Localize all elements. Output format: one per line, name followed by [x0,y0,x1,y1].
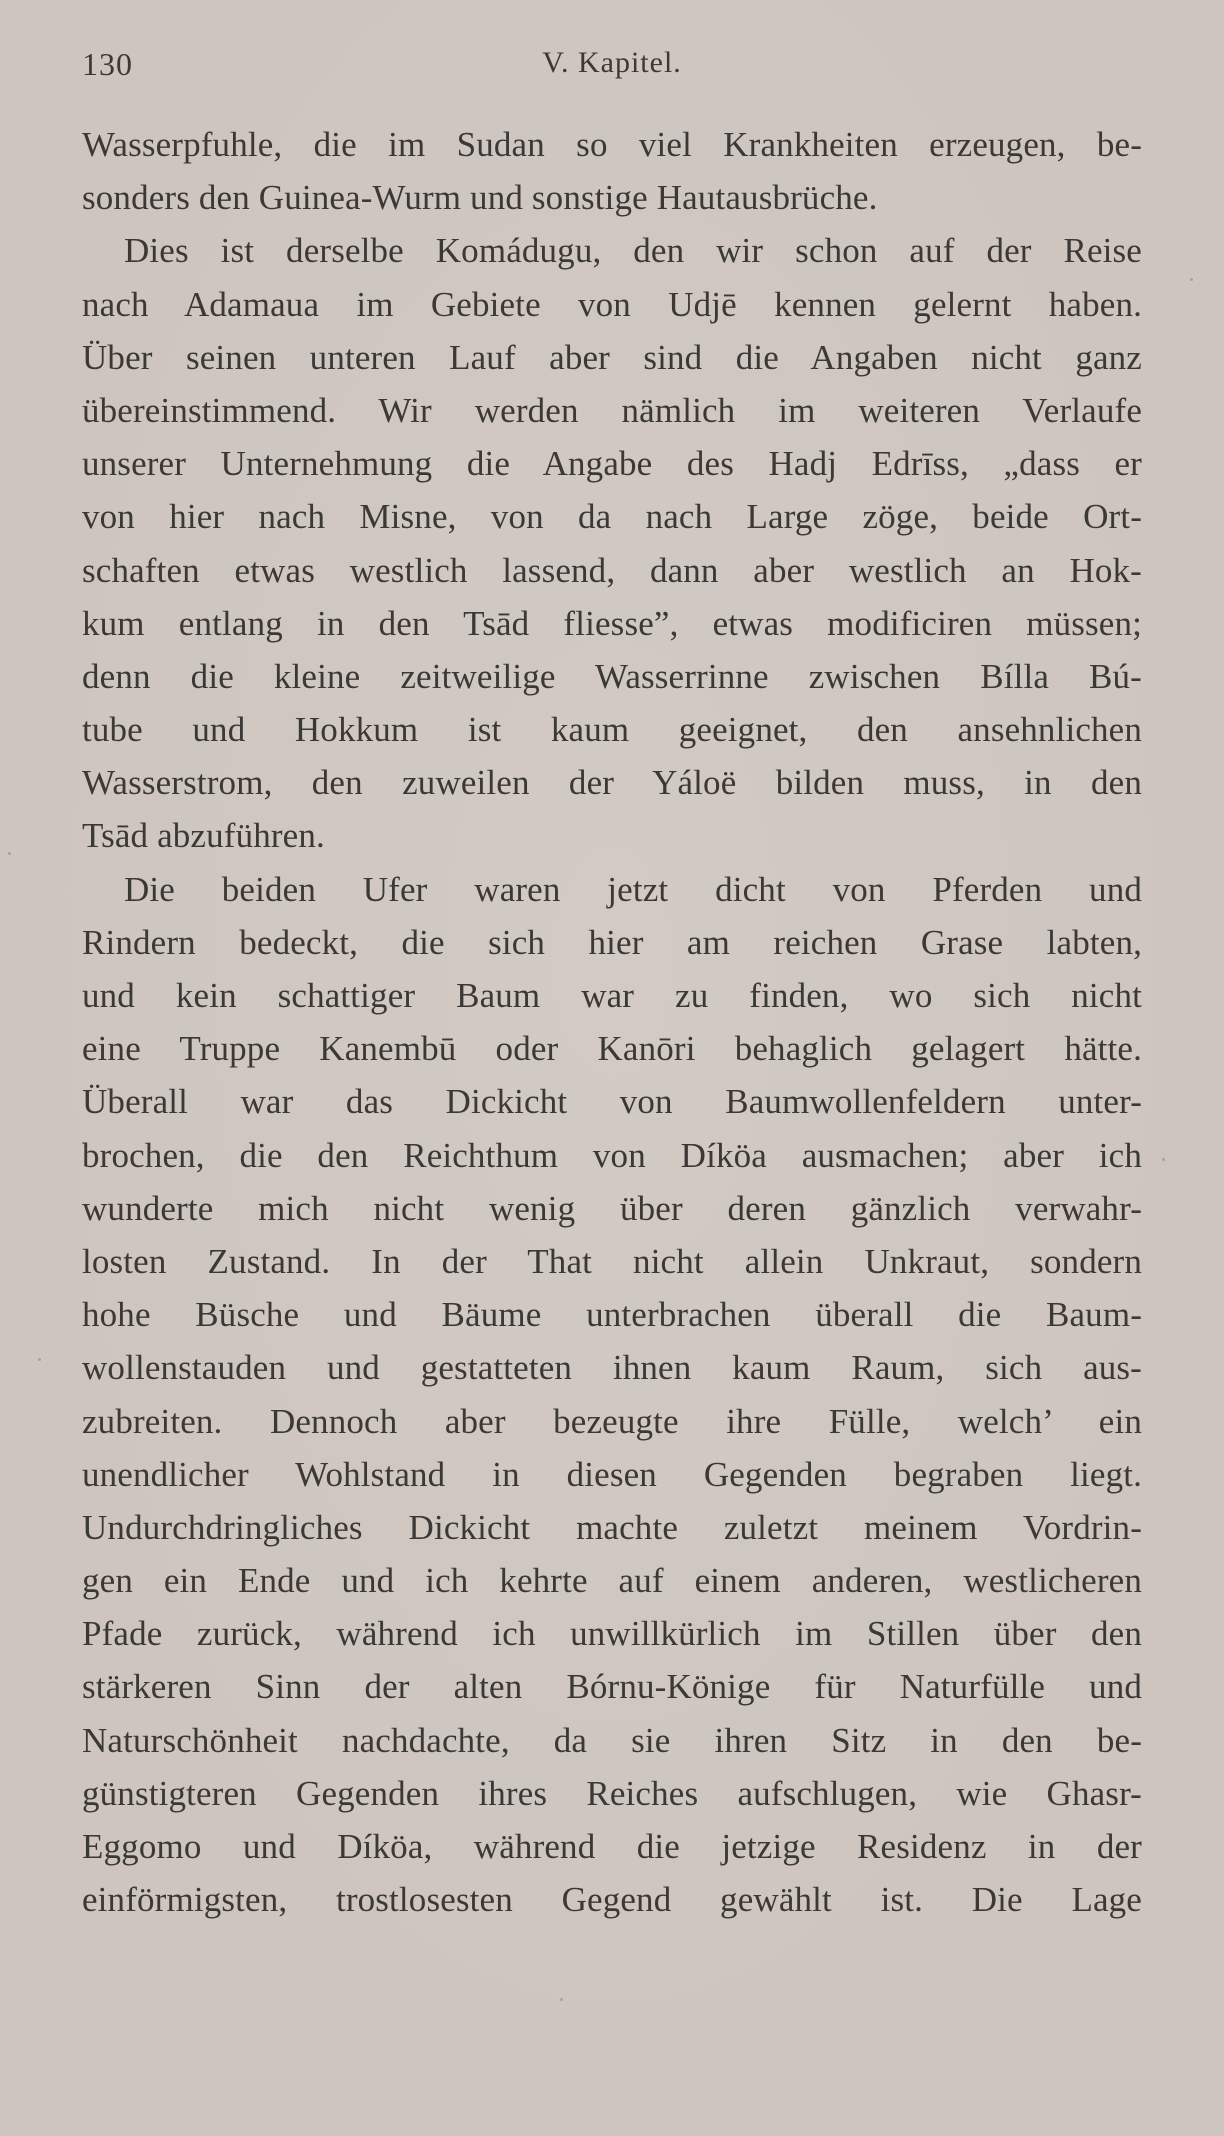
text-line: von hier nach Misne, von da nach Large zöge, beide Ort- [82,497,1142,537]
text-line: Tsād abzuführen. [82,816,325,856]
text-line: zubreiten. Dennoch aber bezeugte ihre Fülle, welch’ ein [82,1401,1142,1441]
page-number: 130 [82,46,133,82]
text-line: losten Zustand. In der That nicht allein Unkraut, sondern [82,1241,1142,1281]
text-line: schaften etwas westlich lassend, dann aber westlich an Hok- [82,550,1142,590]
text-line: wollenstauden und gestatteten ihnen kaum Raum, sich aus- [82,1348,1142,1388]
text-line: eine Truppe Kanembū oder Kanōri behaglich gelagert hätte. [82,1029,1142,1069]
text-line: Wasserstrom, den zuweilen der Yáloë bilden muss, in den [82,763,1142,803]
paper-speck [8,852,11,855]
text-line: unendlicher Wohlstand in diesen Gegenden begraben liegt. [82,1454,1142,1494]
text-line: kum entlang in den Tsād fliesse”, etwas modificiren müssen; [82,603,1142,643]
text-line: wunderte mich nicht wenig über deren gänzlich verwahr- [82,1188,1142,1228]
running-head: V. Kapitel. [542,46,682,79]
text-line: Überall war das Dickicht von Baumwollenfeldern unter- [82,1082,1142,1122]
text-line: Rindern bedeckt, die sich hier am reichen Grase labten, [82,922,1142,962]
text-line: nach Adamaua im Gebiete von Udjē kennen gelernt haben. [82,284,1142,324]
text-line: einförmigsten, trostlosesten Gegend gewählt ist. Die Lage [82,1880,1142,1920]
paper-speck [1162,1158,1165,1161]
paper-speck [38,1358,41,1361]
text-line: stärkeren Sinn der alten Bórnu-Könige für Naturfülle und [82,1667,1142,1707]
paper-speck [1190,278,1193,281]
text-line: und kein schattiger Baum war zu finden, wo sich nicht [82,976,1142,1015]
text-line: Wasserpfuhle, die im Sudan so viel Krankheiten erzeugen, be- [82,125,1142,164]
text-line: Pfade zurück, während ich unwillkürlich im Stillen über den [82,1614,1142,1654]
text-line: sonders den Guinea-Wurm und sonstige Hautausbrüche. [82,178,878,218]
text-line: brochen, die den Reichthum von Díköa ausmachen; aber ich [82,1135,1142,1175]
text-line: Eggomo und Díköa, während die jetzige Residenz in der [82,1827,1142,1866]
text-line: hohe Büsche und Bäume unterbrachen überall die Baum- [82,1295,1142,1335]
text-line: unserer Unternehmung die Angabe des Hadj Edrīss, „dass er [82,444,1142,484]
paragraph-start-line: Die beiden Ufer waren jetzt dicht von Pferden und [124,869,1142,909]
text-line: übereinstimmend. Wir werden nämlich im weiteren Verlaufe [82,390,1142,430]
text-line: gen ein Ende und ich kehrte auf einem anderen, westlicheren [82,1561,1142,1601]
text-line: Undurchdringliches Dickicht machte zuletzt meinem Vordrin- [82,1507,1142,1547]
text-line: Naturschönheit nachdachte, da sie ihren Sitz in den be- [82,1720,1142,1760]
text-line: günstigteren Gegenden ihres Reiches aufschlugen, wie Ghasr- [82,1773,1142,1813]
paragraph-start-line: Dies ist derselbe Komádugu, den wir schon auf der Reise [124,231,1142,271]
text-line: denn die kleine zeitweilige Wasserrinne zwischen Bílla Bú- [82,656,1142,696]
page-header [82,46,1142,94]
body-text [82,118,1142,1926]
paper-speck [560,1998,563,2001]
text-line: tube und Hokkum ist kaum geeignet, den ansehnlichen [82,710,1142,750]
text-line: Über seinen unteren Lauf aber sind die Angaben nicht ganz [82,337,1142,377]
